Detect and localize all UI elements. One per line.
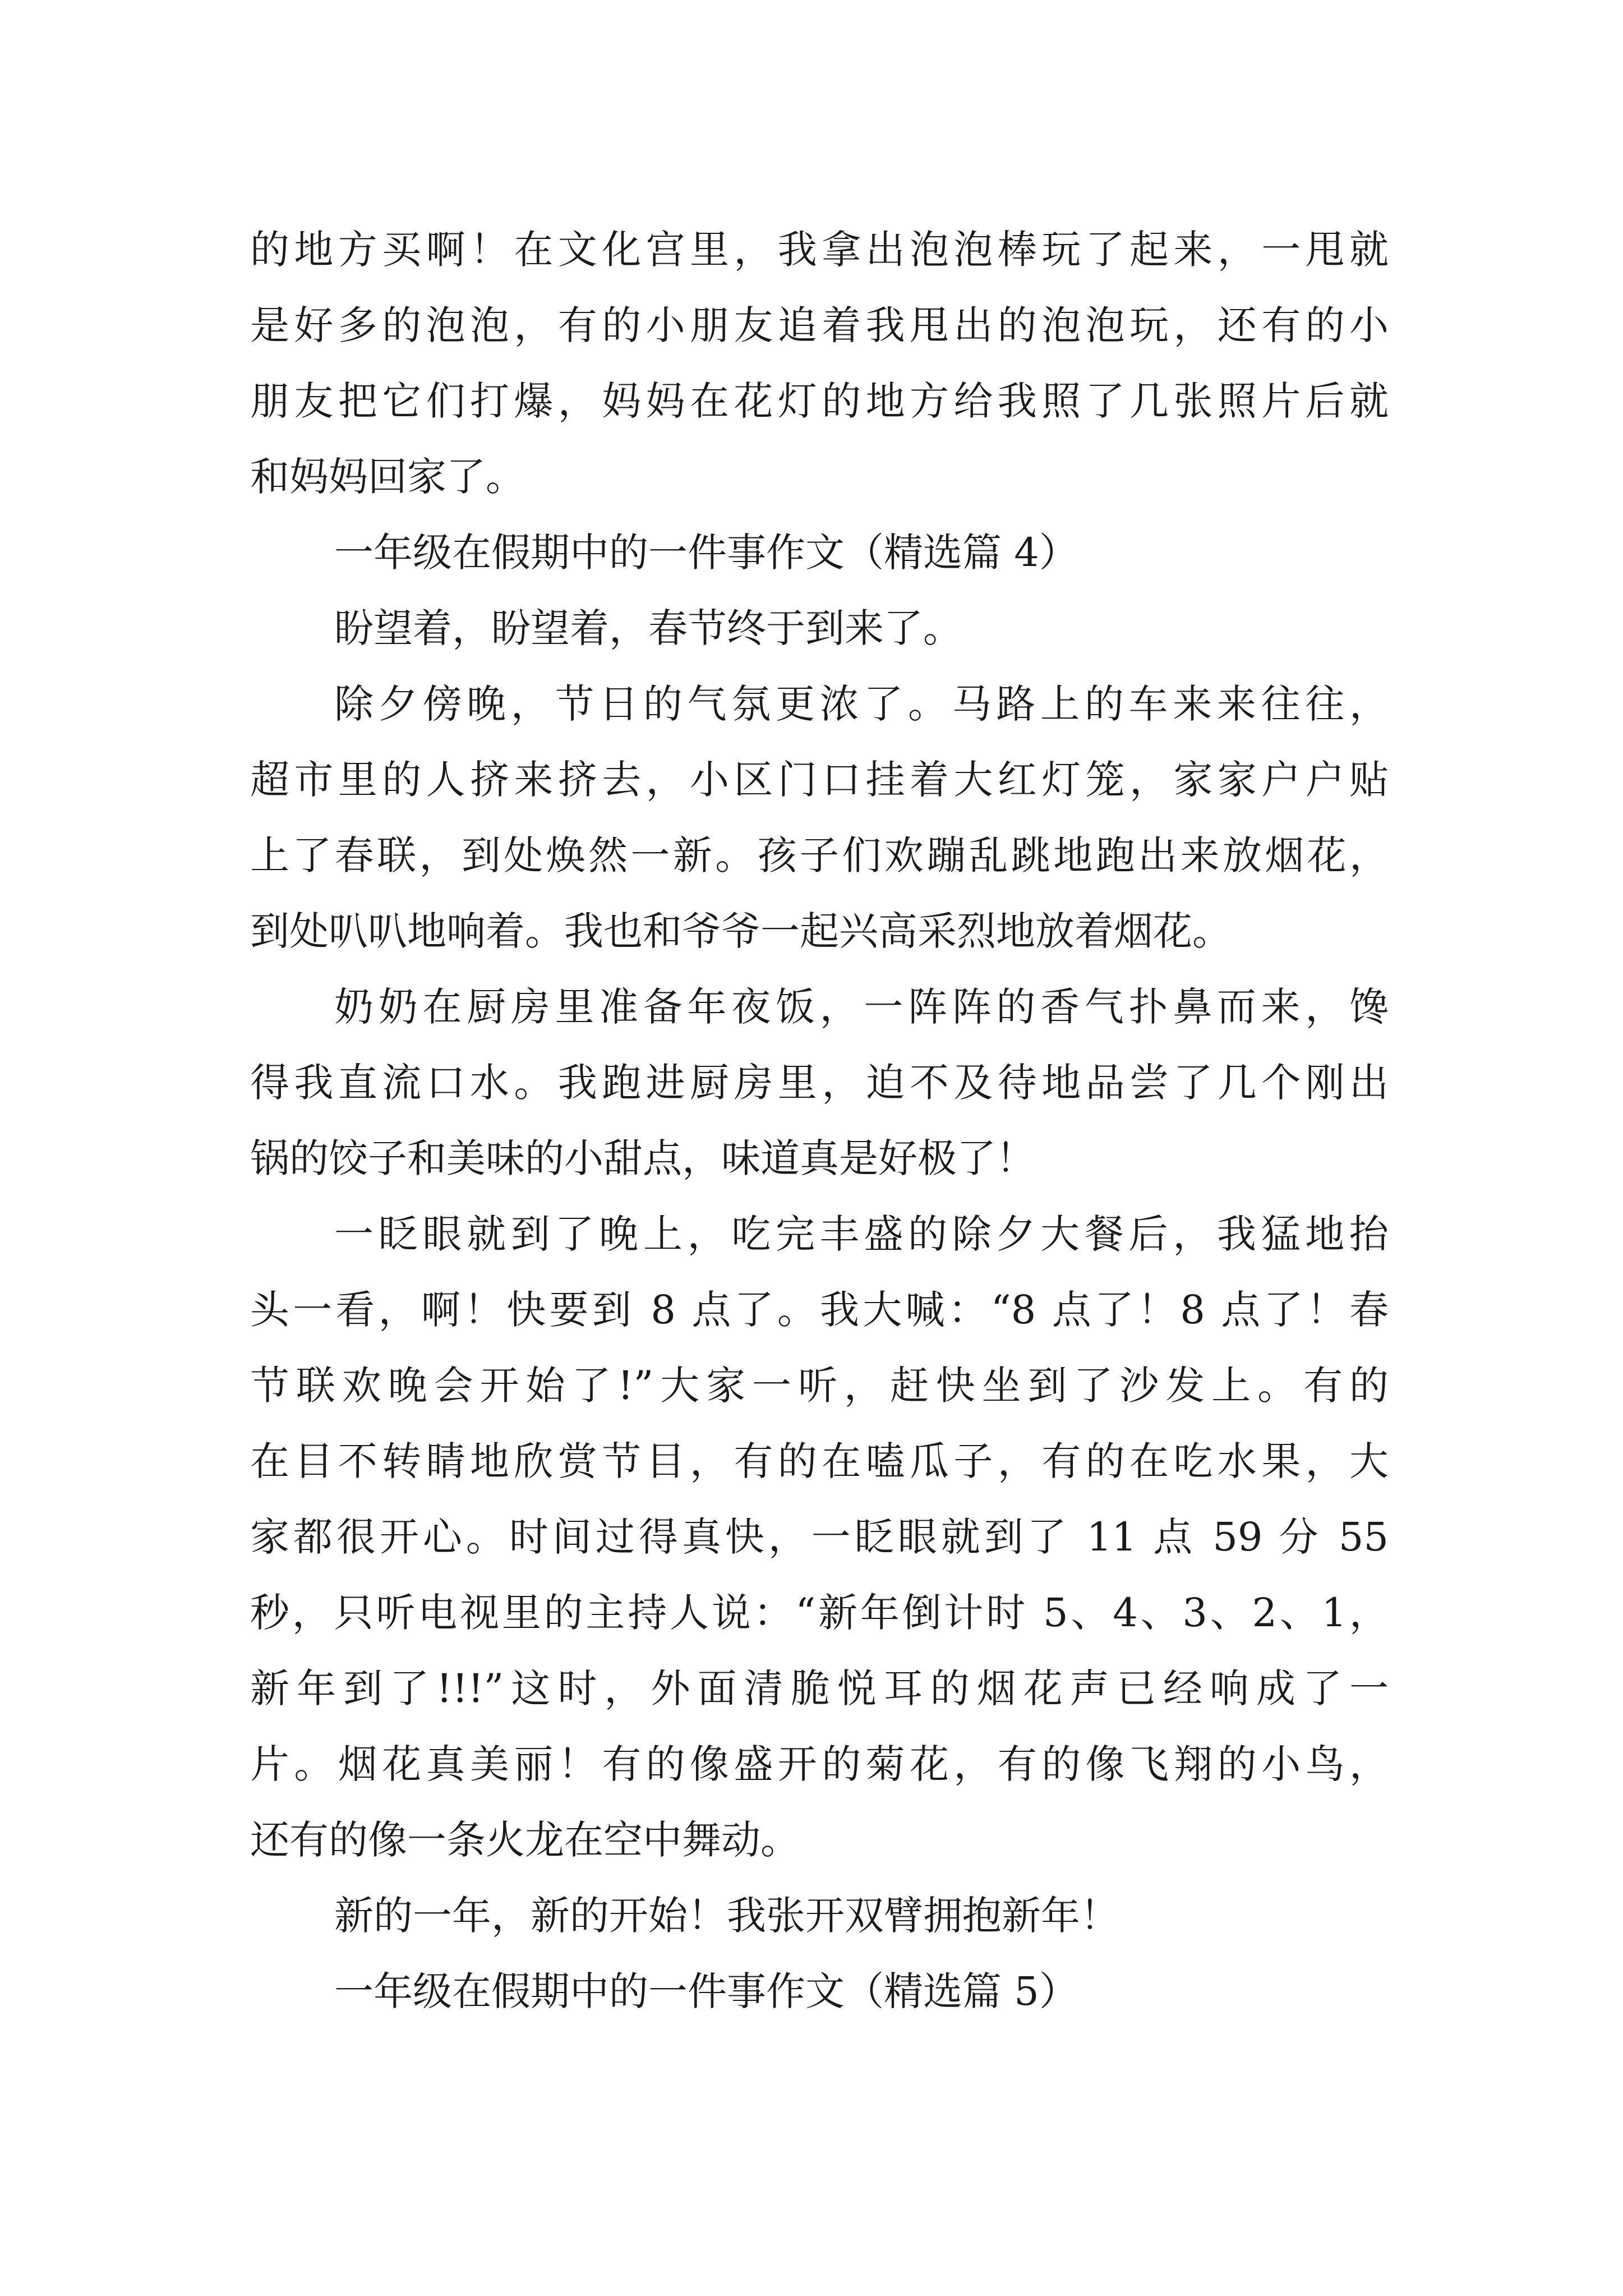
text-line: 朋友把它们打爆，妈妈在花灯的地方给我照了几张照片后就 xyxy=(250,378,1389,424)
text-line: 得我直流口水。我跑进厨房里，迫不及待地品尝了几个刚出 xyxy=(250,1060,1389,1106)
essay-text xyxy=(250,212,1389,2030)
text-line: 新年到了!!!”这时，外面清脆悦耳的烟花声已经响成了一 xyxy=(250,1665,1389,1711)
text-line: 片。烟花真美丽！有的像盛开的菊花，有的像飞翔的小鸟， xyxy=(250,1741,1389,1787)
text-line: 盼望着，盼望着，春节终于到来了。 xyxy=(334,605,962,651)
text-line: 头一看，啊！快要到 8 点了。我大喊：“8 点了！8 点了！春 xyxy=(250,1287,1389,1333)
text-line: 奶奶在厨房里准备年夜饭，一阵阵的香气扑鼻而来，馋 xyxy=(334,984,1389,1030)
text-line: 到处叭叭地响着。我也和爷爷一起兴高采烈地放着烟花。 xyxy=(250,908,1232,954)
section-heading: 一年级在假期中的一件事作文（精选篇 5） xyxy=(334,1968,1078,2014)
text-line: 在目不转睛地欣赏节目，有的在嗑瓜子，有的在吃水果，大 xyxy=(250,1438,1389,1484)
text-line: 还有的像一条火龙在空中舞动。 xyxy=(250,1817,800,1863)
text-line: 上了春联，到处焕然一新。孩子们欢蹦乱跳地跑出来放烟花， xyxy=(250,832,1389,878)
text-line: 的地方买啊！在文化宫里，我拿出泡泡棒玩了起来，一甩就 xyxy=(250,227,1389,273)
text-line: 和妈妈回家了。 xyxy=(250,454,525,500)
text-line: 家都很开心。时间过得真快，一眨眼就到了 11 点 59 分 55 xyxy=(250,1514,1389,1560)
text-line: 超市里的人挤来挤去，小区门口挂着大红灯笼，家家户户贴 xyxy=(250,757,1389,803)
text-line: 除夕傍晚，节日的气氛更浓了。马路上的车来来往往， xyxy=(334,681,1389,727)
text-line: 是好多的泡泡，有的小朋友追着我甩出的泡泡玩，还有的小 xyxy=(250,302,1389,348)
text-line: 一眨眼就到了晚上，吃完丰盛的除夕大餐后，我猛地抬 xyxy=(334,1211,1389,1257)
text-line: 锅的饺子和美味的小甜点，味道真是好极了！ xyxy=(250,1135,1035,1181)
section-heading: 一年级在假期中的一件事作文（精选篇 4） xyxy=(334,530,1078,576)
text-line: 新的一年，新的开始！我张开双臂拥抱新年！ xyxy=(334,1893,1119,1939)
text-line: 节联欢晚会开始了!”大家一听，赶快坐到了沙发上。有的 xyxy=(250,1363,1389,1409)
text-line: 秒，只听电视里的主持人说：“新年倒计时 5、4、3、2、1， xyxy=(250,1590,1389,1636)
